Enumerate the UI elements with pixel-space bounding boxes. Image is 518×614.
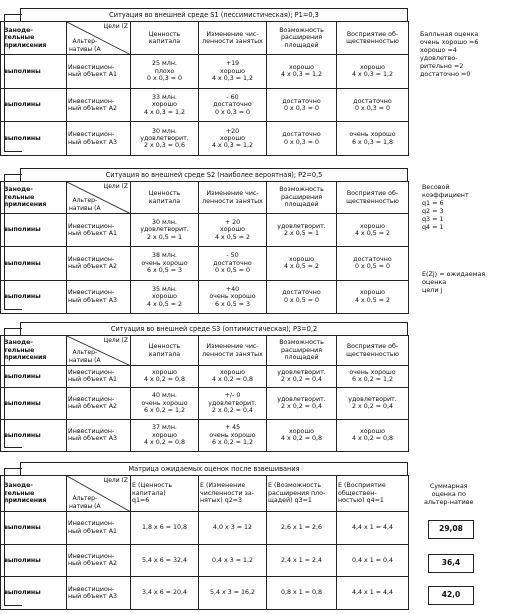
row-status: выполины (1, 544, 67, 577)
table-cell: 40 млн. очень хорошо 6 x 0,2 = 1,2 (131, 387, 199, 419)
situation-block-1 (0, 8, 408, 156)
table-cell: +/- 0 удовлетворит. 2 x 0,2 = 0,4 (199, 387, 267, 419)
table-cell: достаточно 0 x 0,3 = 0 (267, 88, 337, 122)
table-cell: хорошо 4 x 0,2 = 0,8 (131, 366, 199, 388)
row-status: выполины (1, 512, 67, 545)
table-cell: 25 млн. плохо 0 x 0,3 = 0 (131, 55, 199, 89)
rowlabel-header: Заноде- тельные прилисения (1, 22, 67, 55)
goal-header: Возможность расширения площадей (267, 336, 337, 366)
table-cell: 4,0 x 3 = 12 (199, 512, 267, 545)
row-status: выполины (1, 88, 67, 122)
table-cell: 0,8 x 1 = 0,8 (267, 577, 337, 610)
row-status: выполины (1, 55, 67, 89)
table-cell: - 60 достаточно 0 x 0,3 = 0 (199, 88, 267, 122)
table-cell: 4,4 x 1 = 4,4 (337, 512, 409, 545)
row-status: выполины (1, 247, 67, 280)
goal-header: E (Возможность расширения пло- щадей) q3=1 (267, 476, 337, 512)
table-cell: удовлетворит. 2 x 0,2 = 0,4 (337, 387, 409, 419)
table-cell: +40 очень хорошо 6 x 0,5 = 3 (199, 280, 267, 313)
corner-cell: Цели (Z Альтер- нативы (A (67, 22, 131, 55)
block-title-bar (20, 462, 408, 476)
block-title: Ситуация во внешней среде S1 (пессимистическая); P1=0,3 (109, 11, 319, 19)
alt-label: Инвестицион- ный объект A2 (67, 247, 131, 280)
table-cell: удовлетворит. 2 x 0,2 = 0,4 (267, 366, 337, 388)
table-cell: 5,4 x 6 = 32,4 (131, 544, 199, 577)
block-title: Матрица ожидаемых оценок после взвешивания (128, 465, 300, 473)
goal-header: Восприятие об- щественностью (337, 336, 409, 366)
alt-label: Инвестицион- ный объект A2 (67, 88, 131, 122)
table-cell: 35 млн. хорошо 4 x 0,5 = 2 (131, 280, 199, 313)
situation-block-2 (0, 168, 408, 314)
goal-header: Ценность капитала (131, 182, 199, 214)
goal-header: Ценность капитала (131, 22, 199, 55)
goal-header: Восприятие об- щественностью (337, 182, 409, 214)
table-cell: удовлетворит. 2 x 0,2 = 0,4 (267, 387, 337, 419)
goal-header: Возможность расширения площадей (267, 182, 337, 214)
sum-value: 42,0 (428, 586, 474, 605)
row-status: выполины (1, 280, 67, 313)
table-cell: 30 млн. удовлетворит. 2 x 0,3 = 0,6 (131, 122, 199, 156)
alt-label: Инвестицион- ный объект A3 (67, 419, 131, 451)
row-status: выполины (1, 366, 67, 388)
situation-block-3 (0, 322, 408, 452)
row-status: выполины (1, 122, 67, 156)
table-cell: 5,4 x 3 = 16,2 (199, 577, 267, 610)
alt-label: Инвестицион- ный объект A1 (67, 55, 131, 89)
table-cell: очень хорошо 6 x 0,3 = 1,8 (337, 122, 409, 156)
ball-note: Балльная оценка очень хорошо =6 хорошо =4 удовлетво- рительно =2 достаточно =0 (420, 30, 479, 78)
goal-header: E (Ценность капитала) q1=6 (131, 476, 199, 512)
goal-header: Изменение чис- ленности занятых (199, 336, 267, 366)
corner-cell: Цели (Z Альтер- нативы (A (67, 336, 131, 366)
table-cell: достаточно 0 x 0,3 = 0 (337, 88, 409, 122)
expect-note: E(Zj) = ожидаемая оценка цели j (422, 270, 486, 294)
table-cell: 0,4 x 1 = 0,4 (337, 544, 409, 577)
table-cell: достаточно 0 x 0,5 = 0 (337, 247, 409, 280)
matrix-block (0, 462, 408, 610)
alt-label: Инвестицион- ный объект A3 (67, 280, 131, 313)
table-cell: 33 млн. хорошо 4 x 0,3 = 1,2 (131, 88, 199, 122)
matrix-table (0, 475, 409, 610)
row-status: выполины (1, 577, 67, 610)
block-title-bar (20, 322, 408, 336)
sum-value: 29,08 (428, 520, 474, 539)
table-cell: хорошо 4 x 0,5 = 2 (337, 280, 409, 313)
table-cell: +20 хорошо 4 x 0,3 = 1,2 (199, 122, 267, 156)
situation-table-2 (0, 181, 409, 314)
goal-header: Ценность капитала (131, 336, 199, 366)
table-cell: - 50 достаточно 0 x 0,5 = 0 (199, 247, 267, 280)
block-title-bar (20, 8, 408, 22)
table-cell: достаточно 0 x 0,5 = 0 (267, 280, 337, 313)
table-cell: 38 млн. очень хорошо 6 x 0,5 = 3 (131, 247, 199, 280)
alt-label: Инвестицион- ный объект A3 (67, 577, 131, 610)
table-cell: хорошо 4 x 0,2 = 0,8 (199, 366, 267, 388)
row-status: выполины (1, 419, 67, 451)
block-title: Ситуация во внешней среде S3 (оптимистическая); P3=0,2 (110, 325, 318, 333)
table-cell: хорошо 4 x 0,2 = 0,8 (337, 419, 409, 451)
table-cell: 4,4 x 1 = 4,4 (337, 577, 409, 610)
corner-cell: Цели (Z Альтер- нативы (A (67, 476, 131, 512)
alt-label: Инвестицион- ный объект A1 (67, 512, 131, 545)
table-cell: хорошо 4 x 0,2 = 0,8 (267, 419, 337, 451)
situation-table-3 (0, 335, 409, 452)
goal-header: Изменение чис- ленности занятых (199, 22, 267, 55)
situation-table-1 (0, 21, 409, 156)
rowlabel-header: Заноде- тельные прилисения (1, 476, 67, 512)
table-cell: 30 млн. удовлетворит. 2 x 0,5 = 1 (131, 214, 199, 247)
goal-header: E (Восприятие обществен- ностью) q4=1 (337, 476, 409, 512)
table-cell: 2,4 x 1 = 2,4 (267, 544, 337, 577)
table-cell: 3,4 x 6 = 20,4 (131, 577, 199, 610)
goal-header: Возможность расширения площадей (267, 22, 337, 55)
goal-header: E (Изменение численности за- нятых) q2=3 (199, 476, 267, 512)
table-cell: хорошо 4 x 0,5 = 2 (337, 214, 409, 247)
rowlabel-header: Заноде- тельные прилисения (1, 182, 67, 214)
block-title-bar (20, 168, 408, 182)
row-status: выполины (1, 387, 67, 419)
table-cell: + 20 хорошо 4 x 0,5 = 2 (199, 214, 267, 247)
table-cell: 37 млн. хорошо 4 x 0,2 = 0,8 (131, 419, 199, 451)
alt-label: Инвестицион- ный объект A3 (67, 122, 131, 156)
goal-header: Восприятие об- щественностью (337, 22, 409, 55)
rowlabel-header: Заноде- тельные прилисения (1, 336, 67, 366)
table-cell: очень хорошо 6 x 0,2 = 1,2 (337, 366, 409, 388)
alt-label: Инвестицион- ный объект A1 (67, 214, 131, 247)
weights-note: Весовой коэффициент q1 = 6 q2 = 3 q3 = 1 q4 = 1 (422, 183, 469, 231)
sum-header: Суммарная оценка по альтер-нативе (424, 482, 474, 506)
table-cell: 1,8 x 6 = 10,8 (131, 512, 199, 545)
sum-value: 36,4 (428, 554, 474, 573)
table-cell: достаточно 0 x 0,3 = 0 (267, 122, 337, 156)
goal-header: Изменение чис- ленности занятых (199, 182, 267, 214)
alt-label: Инвестицион- ный объект A1 (67, 366, 131, 388)
table-cell: хорошо 4 x 0,3 = 1,2 (337, 55, 409, 89)
row-status: выполины (1, 214, 67, 247)
table-cell: +19 хорошо 4 x 0,3 = 1,2 (199, 55, 267, 89)
table-cell: + 45 очень хорошо 6 x 0,2 = 1,2 (199, 419, 267, 451)
corner-cell: Цели (Z Альтер- нативы (A (67, 182, 131, 214)
table-cell: удовлетворит. 2 x 0,5 = 1 (267, 214, 337, 247)
block-title: Ситуация во внешней среде S2 (наиболее вероятная); P2=0,5 (105, 171, 323, 179)
table-cell: хорошо 4 x 0,5 = 2 (267, 247, 337, 280)
alt-label: Инвестицион- ный объект A2 (67, 387, 131, 419)
table-cell: 0,4 x 3 = 1,2 (199, 544, 267, 577)
alt-label: Инвестицион- ный объект A2 (67, 544, 131, 577)
table-cell: хорошо 4 x 0,3 = 1,2 (267, 55, 337, 89)
table-cell: 2,6 x 1 = 2,6 (267, 512, 337, 545)
